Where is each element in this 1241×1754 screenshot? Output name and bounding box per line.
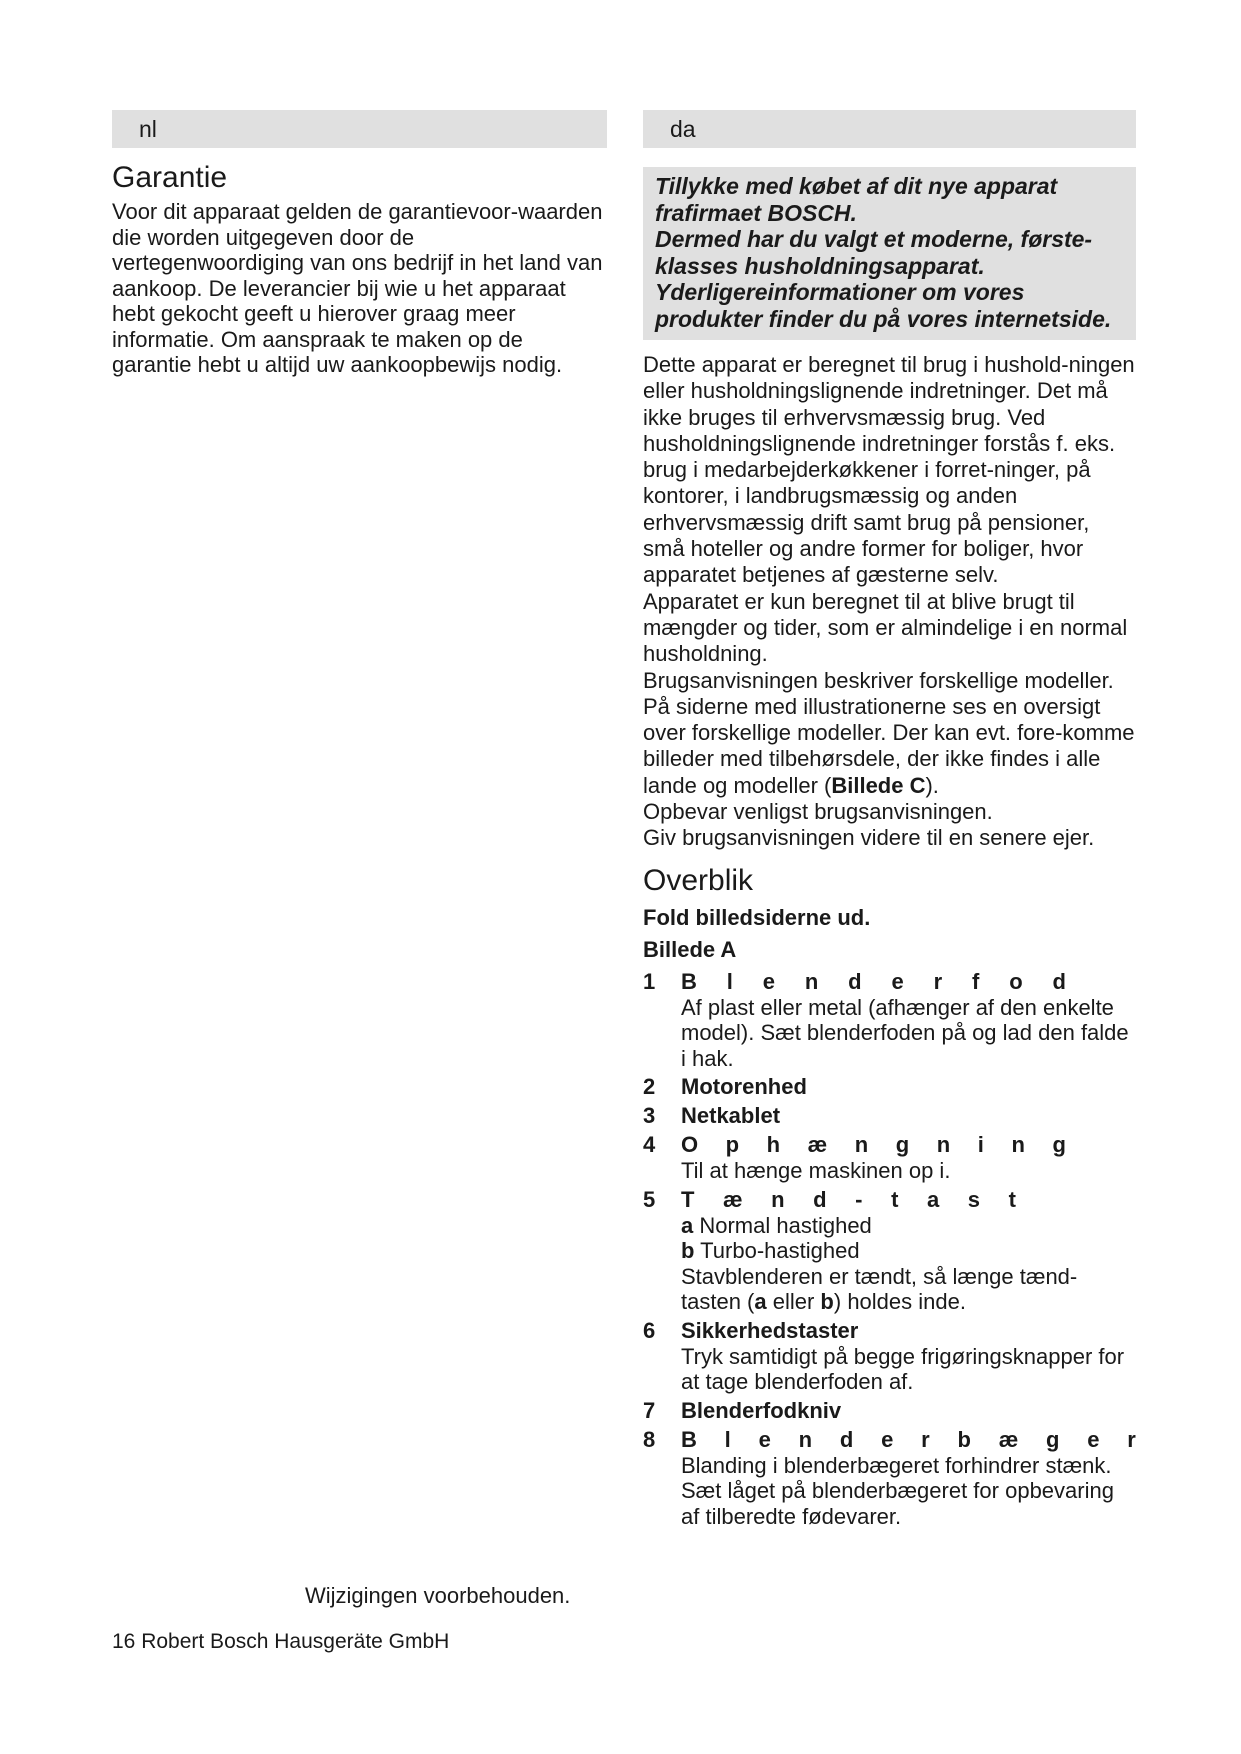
label-letter: d — [813, 1186, 827, 1212]
label-letter: d — [1052, 968, 1066, 994]
column-dutch — [112, 110, 607, 378]
label-letter: - — [855, 1186, 863, 1212]
warranty-title: Garantie — [112, 161, 228, 194]
label-letter: B — [681, 968, 697, 994]
column-danish — [643, 110, 1136, 1532]
usage-text — [643, 352, 1136, 852]
label-letter: o — [1009, 968, 1023, 994]
label-letter: n — [936, 1132, 951, 1158]
list-item — [643, 1187, 1136, 1315]
item-label: Sikkerhedstaster — [681, 1317, 859, 1343]
item-description: Stavblenderen er tændt, så længe tænd-tasten (a eller b) holdes inde. — [681, 1263, 1078, 1315]
label-letter: g — [1052, 1132, 1066, 1158]
figure-label: Billede A — [643, 936, 737, 962]
item-description: Til at hænge maskinen op i. — [681, 1158, 951, 1184]
label-letter: T — [681, 1186, 695, 1212]
label-letter: e — [758, 1426, 771, 1452]
item-description: Tryk samtidigt på begge frigøringsknapper for at tage blenderfoden af. — [681, 1343, 1125, 1395]
label-letter: n — [798, 1426, 813, 1452]
usage-paragraph: Opbevar venligst brugsanvisningen. — [643, 799, 993, 825]
usage-paragraph: Apparatet er kun beregnet til at blive brugt til mængder og tider, som er almindelige i en normal husholdning. — [643, 588, 1128, 667]
item-number: 4 — [643, 1132, 656, 1158]
language-tab-da: da — [643, 110, 1136, 148]
label-letter: n — [771, 1186, 785, 1212]
item-label — [681, 1427, 1136, 1453]
item-number: 8 — [643, 1426, 656, 1452]
language-tab-nl: nl — [112, 110, 607, 148]
item-label: Motorenhed — [681, 1074, 807, 1100]
list-item — [643, 969, 1136, 1072]
label-letter: s — [967, 1186, 981, 1212]
intro-line: Yderligereinformationer om vores produkter finder du på vores internetside. — [655, 279, 1112, 332]
item-label — [681, 1187, 1136, 1213]
list-item — [643, 1318, 1136, 1395]
label-letter: f — [972, 968, 980, 994]
label-letter: æ — [998, 1426, 1019, 1452]
label-letter: t — [891, 1186, 899, 1212]
usage-paragraph: Brugsanvisningen beskriver forskellige modeller. På siderne med illustrationerne ses en oversigt over forskellige modeller. Der kan evt. fore-komme billeder med tilbehørsdele, der ikke findes i alle lande og modeller (Billede C). — [643, 667, 1135, 798]
label-letter: e — [762, 968, 775, 994]
label-letter: d — [848, 968, 862, 994]
speed-option-b: b Turbo-hastighed — [681, 1238, 860, 1264]
list-item — [643, 1132, 1136, 1184]
item-label — [681, 1132, 1136, 1158]
label-letter: r — [933, 968, 943, 994]
item-description: Af plast eller metal (afhænger af den enkelte model). Sæt blenderfoden på og lad den falde i hak. — [681, 994, 1129, 1071]
label-letter: æ — [807, 1132, 828, 1158]
item-label: Netkablet — [681, 1103, 781, 1129]
label-letter: t — [1008, 1186, 1016, 1212]
usage-paragraph: Dette apparat er beregnet til brug i hushold-ningen eller husholdningslignende indretninger. Det må ikke bruges til erhvervsmæssig brug. Ved husholdningslignende indretninger forstås f. eks. brug i medarbejderkøkkener i forret-ninger, på kontorer, i landbrugsmæssig og anden erhvervsmæssig drift samt brug på pensioner, små hoteller og andre former for boliger, hvor apparatet betjenes af gæsterne selv. — [643, 352, 1135, 588]
label-letter: n — [1011, 1132, 1025, 1158]
label-letter: l — [724, 1426, 731, 1452]
label-letter: a — [926, 1186, 940, 1212]
label-letter: e — [1087, 1426, 1100, 1452]
item-number: 7 — [643, 1397, 656, 1423]
item-number: 3 — [643, 1103, 656, 1129]
parts-list — [643, 969, 1136, 1530]
item-label: Blenderfodkniv — [681, 1397, 842, 1423]
label-letter: i — [977, 1132, 984, 1158]
speed-option-a: a Normal hastighed — [681, 1212, 872, 1238]
usage-paragraph: Giv brugsanvisningen videre til en senere ejer. — [643, 825, 1095, 851]
item-number: 6 — [643, 1317, 656, 1343]
list-item — [643, 1103, 1136, 1129]
intro-line: Tillykke med købet af dit nye apparat frafirmaet BOSCH. — [655, 173, 1058, 226]
item-description: Blanding i blenderbægeret forhindrer stænk. Sæt låget på blenderbægeret for opbevaring af tilberedte fødevarer. — [681, 1452, 1114, 1529]
intro-box — [643, 167, 1136, 340]
label-letter: n — [854, 1132, 869, 1158]
page-footer: 16 Robert Bosch Hausgeräte GmbH — [112, 1630, 450, 1653]
item-number: 5 — [643, 1186, 656, 1212]
label-letter: O — [681, 1132, 699, 1158]
figure-reference: Billede C — [831, 772, 926, 798]
label-letter: g — [895, 1132, 910, 1158]
list-item — [643, 1074, 1136, 1100]
label-letter: e — [881, 1426, 894, 1452]
label-letter: æ — [723, 1186, 743, 1212]
list-item — [643, 1427, 1136, 1530]
intro-line: Dermed har du valgt et moderne, første-klasses husholdningsapparat. — [655, 226, 1093, 279]
item-number: 1 — [643, 968, 656, 994]
fold-instruction: Fold billedsiderne ud. — [643, 904, 871, 930]
item-label — [681, 969, 1136, 995]
list-item — [643, 1398, 1136, 1424]
label-letter: b — [957, 1426, 971, 1452]
label-letter: r — [921, 1426, 930, 1452]
item-number: 2 — [643, 1074, 656, 1100]
label-letter: B — [681, 1426, 697, 1452]
label-letter: d — [839, 1426, 854, 1452]
label-letter: p — [725, 1132, 740, 1158]
label-letter: n — [804, 968, 819, 994]
label-letter: e — [891, 968, 904, 994]
warranty-paragraph: Voor dit apparaat gelden de garantievoor-waarden die worden uitgegeven door de vertegenwoordiging van ons bedrijf in het land van aankoop. De leverancier bij wie u het apparaat hebt gekocht geeft u hierover graag meer informatie. Om aanspraak te maken op de garantie hebt u altijd uw aankoopbewijs nodig. — [112, 199, 603, 377]
label-letter: l — [726, 968, 733, 994]
label-letter: h — [766, 1132, 781, 1158]
label-letter: r — [1127, 1426, 1136, 1452]
label-letter: g — [1046, 1426, 1060, 1452]
overview-title: Overblik — [643, 863, 754, 897]
changes-reserved-note: Wijzigingen voorbehouden. — [305, 1583, 571, 1608]
